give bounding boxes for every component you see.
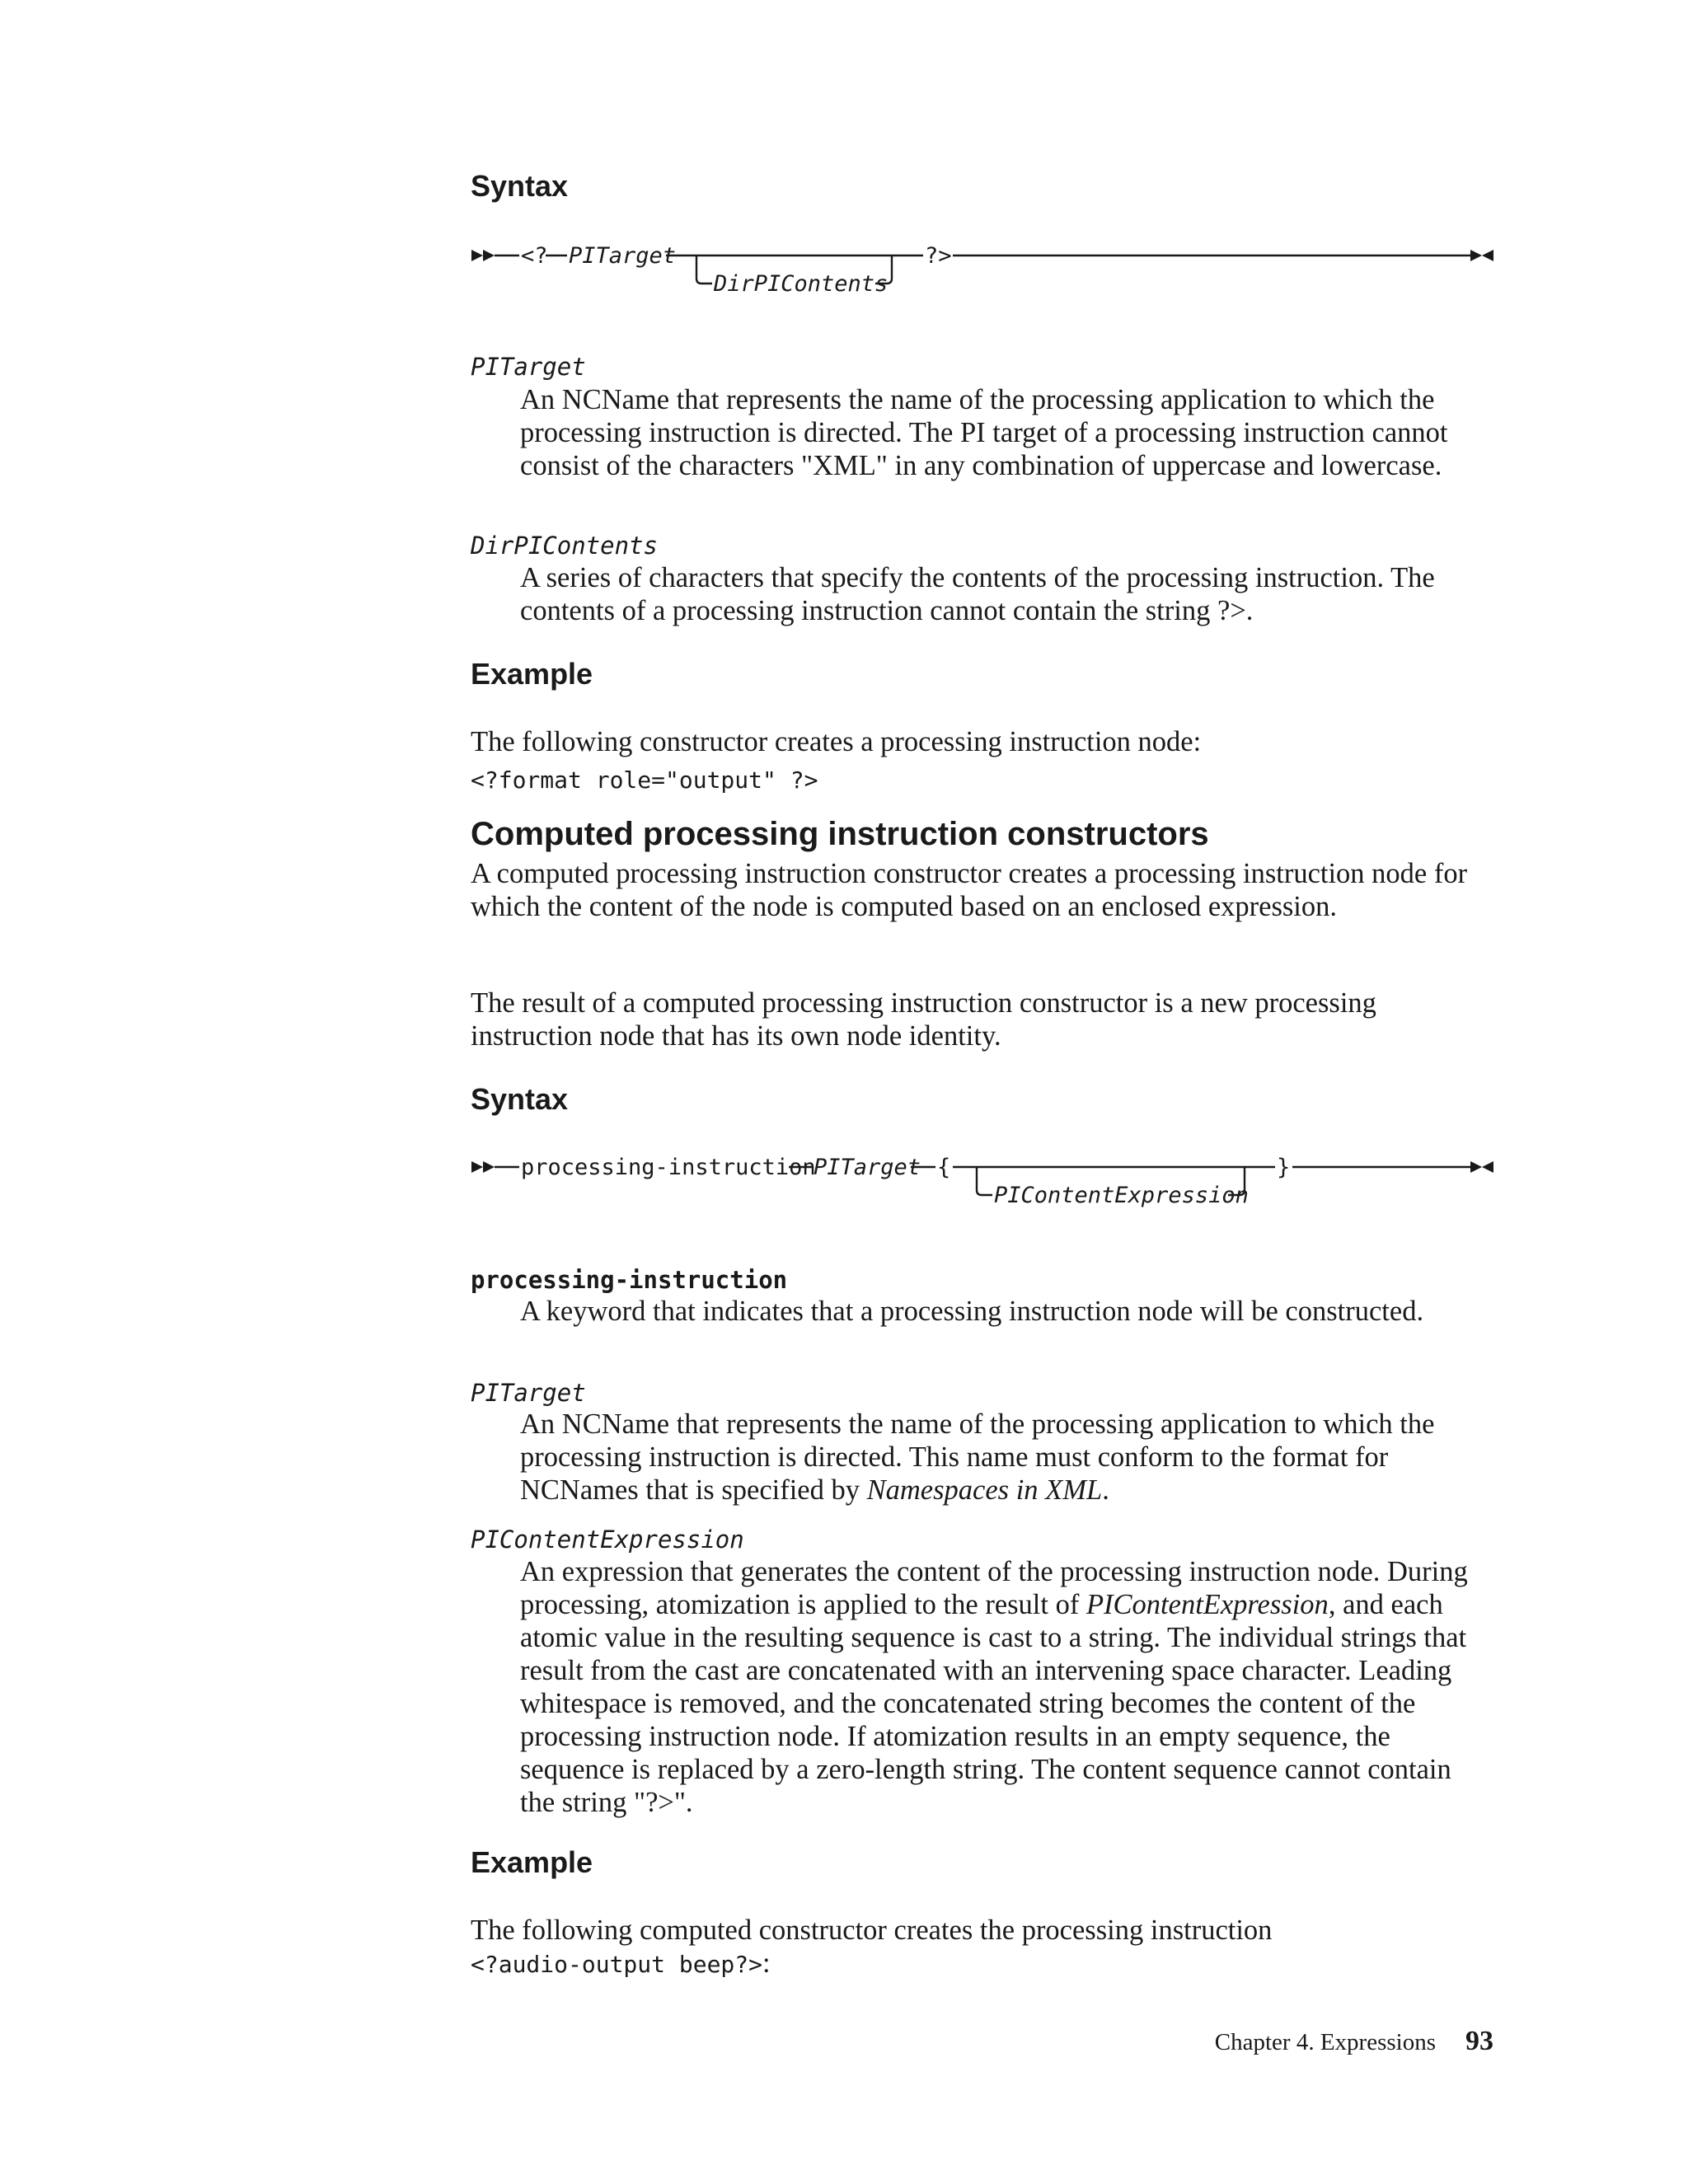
syntax-diagram-1 (0, 231, 1688, 313)
def-text-processing-instruction: A keyword that indicates that a processing instruction node will be constructed. (520, 1296, 1424, 1327)
syntax-heading-1: Syntax (471, 169, 569, 203)
section-title-computed-pi: Computed processing instruction constructors (471, 816, 1209, 852)
def-term-picontentexpression: PIContentExpression (471, 1526, 744, 1554)
diagram1-target-token: PITarget (569, 243, 677, 269)
example-code-2: <?audio-output beep?> (471, 1951, 763, 1978)
def-text-picontentexpression-main: An expression that generates the content of the processing instruction node. During processing, atomization is applied to the result of (520, 1556, 1468, 1620)
def-term-pitarget-2: PITarget (471, 1379, 586, 1407)
diagram1-optional-token: DirPIContents (714, 271, 889, 297)
page-number: 93 (1465, 2026, 1493, 2056)
def-text-picontentexpression (520, 1555, 1493, 1819)
diagram2-rbrace-token: } (1277, 1155, 1291, 1180)
picontentexpression-reference: PIContentExpression (1085, 1589, 1329, 1620)
example-heading-1: Example (471, 657, 593, 691)
def-term-processing-instruction: processing-instruction (471, 1266, 788, 1294)
example-text-1: The following constructor creates a processing instruction node: (471, 726, 1202, 757)
def-term-pitarget-1: PITarget (471, 353, 586, 381)
def-term-dirpicontents: DirPIContents (471, 532, 658, 560)
def-text-picontentexpression-end: , and each atomic value in the resulting sequence is cast to a string. The individual strings that result from the cast are concatenated with an intervening space character. Leading whitespace is removed, and the concatenated string becomes the content of the processing instruction node. If atomization results in an empty sequence, the sequence is replaced by a zero-length string. The content sequence cannot contain the string "?>". (520, 1589, 1467, 1818)
syntax-diagram-2 (0, 1142, 1688, 1225)
def-text-dirpicontents: A series of characters that specify the contents of the processing instruction. The contents of a processing instruction cannot contain the string ?>. (520, 562, 1435, 626)
intro-paragraph-1: A computed processing instruction constructor creates a processing instruction node for which the content of the node is computed based on an enclosed expression. (471, 858, 1468, 922)
page-footer (1215, 2026, 1493, 2057)
footer-chapter: Chapter 4. Expressions (1214, 2029, 1436, 2055)
diagram1-open-token: <? (521, 243, 548, 269)
def-text-pitarget-2 (520, 1408, 1493, 1507)
diagram2-keyword-token: processing-instruction (521, 1155, 816, 1180)
example-heading-2: Example (471, 1845, 593, 1879)
def-text-pitarget-1: An NCName that represents the name of the processing application to which the processing instruction is directed. The PI target of a processing instruction cannot consist of the characters "XML" in any combination of uppercase and lowercase. (520, 384, 1448, 481)
diagram2-optional-token: PIContentExpression (994, 1183, 1249, 1208)
example-text-2 (471, 1914, 1493, 1981)
example-code-2-suffix: : (762, 1947, 771, 1979)
syntax-heading-2: Syntax (471, 1082, 569, 1116)
def-text-pitarget-2-main: An NCName that represents the name of the processing application to which the processing instruction is directed. This name must conform to the format for NCNames that is specified by (520, 1408, 1435, 1506)
diagram1-close-token: ?> (925, 243, 952, 269)
example-code-1: <?format role="output" ?> (471, 766, 818, 794)
def-text-pitarget-2-end: . (1102, 1474, 1109, 1506)
intro-paragraph-2: The result of a computed processing instruction constructor is a new processing instruction node that has its own node identity. (471, 987, 1376, 1052)
diagram2-lbrace-token: { (937, 1155, 951, 1180)
example-text-2-main: The following computed constructor creates the processing instruction (471, 1915, 1273, 1946)
namespaces-in-xml-reference: Namespaces in XML (866, 1474, 1103, 1506)
diagram2-target-token: PITarget (814, 1155, 921, 1180)
